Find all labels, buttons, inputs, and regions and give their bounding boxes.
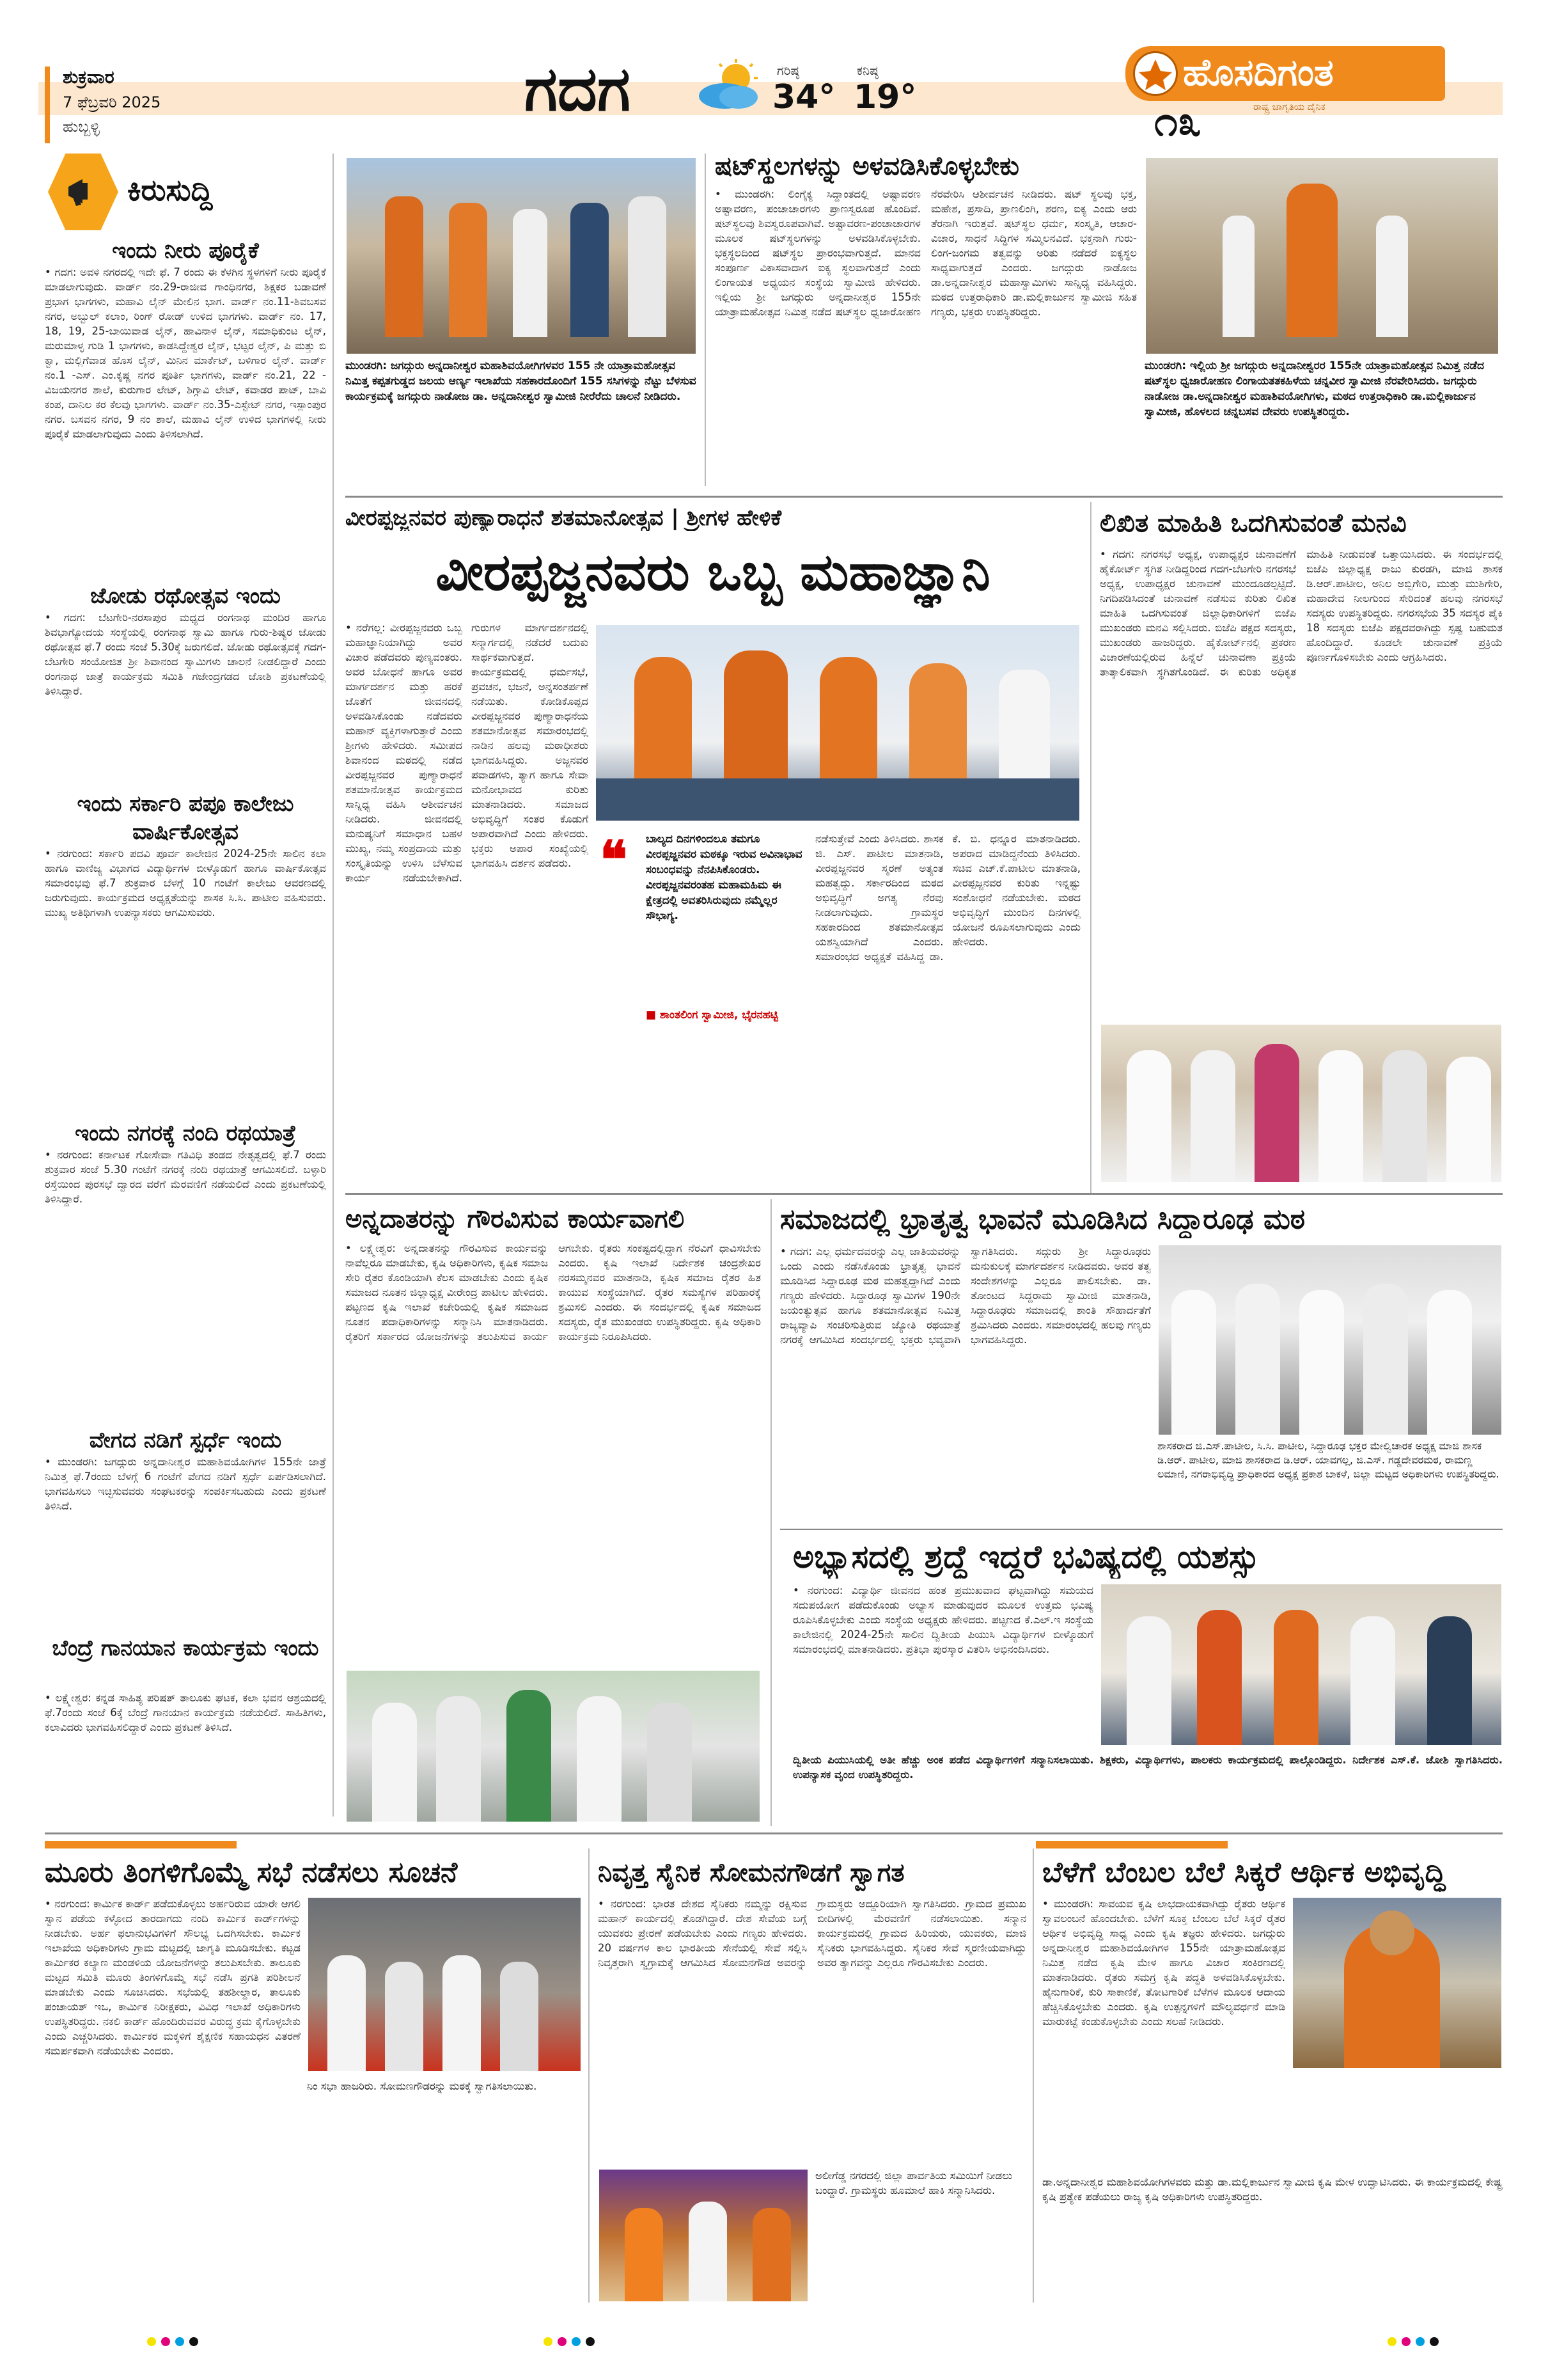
registration-mark-icon [189,2337,198,2346]
masthead-section: ಗದಗ [524,53,630,125]
registration-mark-icon [586,2337,595,2346]
figure [1350,1616,1395,1746]
figure [689,2202,727,2303]
story3-kicker: ವೀರಪ್ಪಜ್ಜನವರ ಪುಣ್ಯಾರಾಧನೆ ಶತಮಾನೋತ್ಸವ | ಶ್ರೀಗಳ ಹೇಳಿಕೆ [345,505,782,531]
min-temp-label: ಕನಿಷ್ಠ [857,63,879,78]
figure [1427,1290,1472,1436]
brief-body: • ಮುಂಡರಗಿ: ಜಗದ್ಗುರು ಅನ್ನದಾನೀಶ್ವರ ಮಹಾಶಿವಯೋಗಿಗಳ 155ನೇ ಜಾತ್ರೆ ನಿಮಿತ್ತ ಫೆ.7ರಂದು ಬೆಳಗ್ಗೆ 6 ಗಂಟೆಗೆ ವೇಗದ ನಡಿಗೆ ಸ್ಪರ್ಧೆ ಏರ್ಪಡಿಸಲಾಗಿದೆ. ಭಾಗವಹಿಸಲು ಇಚ್ಛಿಸುವವರು ಸಂಘಟಕರನ್ನು ಸಂಪರ್ಕಿಸಬಹುದು ಎಂದು ಪ್ರಕಟಣೆ ತಿಳಿಸಿದೆ. [45,1456,326,1512]
story6-photo [1157,1244,1503,1436]
table [596,778,1081,822]
story10-body: • ಮುಂಡರಗಿ: ಸಾವಯವ ಕೃಷಿ ಲಾಭದಾಯಕವಾಗಿದ್ದು ರೈತರು ಆರ್ಥಿಕ ಸ್ವಾವಲಂಬನೆ ಹೊಂದಬೇಕು. ಬೆಳೆಗೆ ಸೂಕ್ತ ಬೆಂಬಲ ಬೆಲೆ ಸಿಕ್ಕರೆ ರೈತರ ಆರ್ಥಿಕ ಅಭಿವೃದ್ಧಿ ಸಾಧ್ಯ ಎಂದು ಕೃಷಿ ತಜ್ಞರು ಹೇಳಿದರು. ಜಗದ್ಗುರು ಅನ್ನದಾನೀಶ್ವರ ಮಹಾಶಿವಯೋಗಿಗಳ 155ನೇ ಯಾತ್ರಾಮಹೋತ್ಸವ ನಿಮಿತ್ತ ನಡೆದ ಕೃಷಿ ಮೇಳ ಹಾಗೂ ವಿಚಾರ ಸಂಕಿರಣದಲ್ಲಿ ಮಾತನಾಡಿದರು. ರೈತರು ಸಮಗ್ರ ಕೃಷಿ ಪದ್ಧತಿ ಅಳವಡಿಸಿಕೊಳ್ಳಬೇಕು. ಹೈನುಗಾರಿಕೆ, ಕುರಿ ಸಾಕಾಣಿಕೆ, ತೋಟಗಾರಿಕೆ ಬೆಳೆಗಳ ಮೂಲಕ ಆದಾಯ ಹೆಚ್ಚಿಸಿಕೊಳ್ಳಬೇಕು ಎಂದರು. ಕೃಷಿ ಉತ್ಪನ್ನಗಳಿಗೆ ಮೌಲ್ಯವರ್ಧನೆ ಮಾಡಿ ಮಾರುಕಟ್ಟೆ ಕಂಡುಕೊಳ್ಳಬೇಕು ಎಂದು ಸಲಹೆ ನೀಡಿದರು. [1042,1898,1285,2028]
story3-body2: ನಡೆಸುತ್ತೇವೆ ಎಂದು ತಿಳಿಸಿದರು. ಶಾಸಕ ಜಿ. ಎಸ್. ಪಾಟೀಲ ಮಾತನಾಡಿ, ವೀರಪ್ಪಜ್ಜನವರ ಸ್ಮರಣೆ ಅತ್ಯಂತ ಮಹತ್ವದ್ದು. ಸರ್ಕಾರದಿಂದ ಮಠದ ಅಭಿವೃದ್ಧಿಗೆ ಅಗತ್ಯ ನೆರವು ನೀಡಲಾಗುವುದು. ಗ್ರಾಮಸ್ಥರ ಸಹಕಾರದಿಂದ ಶತಮಾನೋತ್ಸವ ಯಶಸ್ವಿಯಾಗಿದೆ ಎಂದರು. ಸಮಾರಂಭದ ಅಧ್ಯಕ್ಷತೆ ವಹಿಸಿದ್ದ ಡಾ. ಕೆ. ಬಿ. ಧನ್ನೂರ ಮಾತನಾಡಿದರು. ಅಪರಾದ ಮಾಡಿದ್ದನೆಂದು ತಿಳಿಸಿದರು. ಸಚಿವ ಎಚ್.ಕೆ.ಪಾಟೀಲ ಮಾತನಾಡಿ, ವೀರಪ್ಪಜ್ಜನವರ ಕುರಿತು ಇನ್ನಷ್ಟು ಸಂಶೋಧನೆ ನಡೆಯಬೇಕು. ಮಠದ ಅಭಿವೃದ್ಧಿಗೆ ಮುಂದಿನ ದಿನಗಳಲ್ಲಿ ಯೋಜನೆ ರೂಪಿಸಲಾಗುವುದು ಎಂದು ಹೇಳಿದರು. [815,833,1081,963]
story8-photo [307,1896,582,2072]
figure [385,1962,423,2072]
story1-caption: ಮುಂಡರಗಿ: ಜಗದ್ಗುರು ಅನ್ನದಾನೀಶ್ವರ ಮಹಾಶಿವಯೋಗಿಗಳವರ 155 ನೇ ಯಾತ್ರಾಮಹೋತ್ಸವ ನಿಮಿತ್ತ ಕಪ್ಪತಗುಡ್ಡದ ಜಲಯ ಆರ್ಣ್ಯ ಇಲಾಖೆಯ ಸಹಕಾರದೊಂದಿಗೆ 155 ಸಸಿಗಳನ್ನು ನೆಟ್ಟು ಬೆಳಸುವ ಕಾರ್ಯಕ್ರಮಕ್ಕೆ ಜಗದ್ಗುರು ನಾಡೋಜ ಡಾ. ಅನ್ನದಾನೀಶ್ವರ ಸ್ವಾಮೀಜಿ ನೀರೆರೆದು ಚಾಲನೆ ನೀಡಿದರು. [345,359,696,403]
story6-caption: ಶಾಸಕರಾದ ಜಿ.ಎಸ್.ಪಾಟೀಲ, ಸಿ.ಸಿ. ಪಾಟೀಲ, ಸಿದ್ದಾರೂಢ ಭಕ್ತರ ಮೇಲ್ವಿಚಾರಕ ಅಧ್ಯಕ್ಷ ಮಾಜಿ ಶಾಸಕ ಡಿ.ಆರ್. ಪಾಟೀಲ, ಮಾಜಿ ಶಾಸಕರಾದ ಡಿ.ಆರ್. ಯಾವಗಲ್ಲ, ಜಿ.ಎಸ್. ಗಡ್ಡದೇವರಮಠ, ರಾಮಣ್ಣ ಲಮಾಣಿ, ನಗರಾಭಿವೃದ್ಧಿ ಪ್ರಾಧಿಕಾರದ ಅಧ್ಯಕ್ಷ ಪ್ರಕಾಶ ಬಾಕಳೆ, ಜಿಲ್ಲಾ ಮಟ್ಟದ ಅಧಿಕಾರಿಗಳು ಉಪಸ್ಥಿತರಿದ್ದರು. [1157,1440,1499,1480]
brief-body: • ಗದಗ: ಅವಳಿ ನಗರದಲ್ಲಿ ಇದೇ ಫೆ. 7 ರಂದು ಈ ಕೆಳಗಿನ ಸ್ಥಳಗಳಿಗೆ ನೀರು ಪೂರೈಕೆ ಮಾಡಲಾಗುವುದು. ವಾರ್ಡ್ ನಂ.29-ರಾಜೀವ ಗಾಂಧಿನಗರ, ಶಿಕ್ಷಕರ ಬಡಾವಣೆ ಪ್ರಭಾಗ ಭಾಗಗಳು, ಮಹಾವಿ ಲೈನ್ ಮೇಲಿನ ಭಾಗ. ವಾರ್ಡ್ ನಂ.11-ಶಿವಬಸವ ನಗರ, ಅಬ್ಬುಲ್ ಕಲಾಂ, ರಿಂಗ್ ರೋಡ್ ಉಳಿದ ಭಾಗಗಳು. ವಾರ್ಡ್ ನಂ. 17, 18, 19, 25-ಬಾಯಿವಾಡ ಲೈನ್, ಹಾವಿನಾಳ ಲೈನ್, ಸಮಾಧಿಕುಂಟ ಲೈನ್, ಮರುಮಾಳ್ಳ ಗುಡಿ 1 ಭಾಗಗಳು, ಕಾಡಸಿದ್ದೇಶ್ವರ ಲೈನ್, ಭಟ್ಟರ ಲೈನ್, ಪಿ ಮತ್ತು ಬಿ ಕ್ವಾ, ಮಲ್ಲಿಗೆವಾಡ ಹೊಸ ಲೈನ್, ಮಿನಿನ ಮಾರ್ಕೆಟ್, ಬಳಿಗಾರ ಲೈನ್. ವಾರ್ಡ್ ನಂ.1 -ಎಸ್. ಎಂ.ಕೃಷ್ಣ ನಗರ ಪೂರ್ತಿ ಭಾಗಗಳು, ವಾರ್ಡ್ ನಂ.21, 22 - ವಿಜಯನಗರ ಶಾಲೆ, ಕುರುಗಾರ ಲೇಟ್, ಶಿಗ್ಗಾವಿ ಲೇಟ್, ಕವಾಡರ ಪಾಟ್, ಬಾವಿ ಕಂಪ, ದಾನಿಲ ಕರ ಕೆಲವು ಭಾಗಗಳು. ವಾರ್ಡ್ ನಂ.35-ಎಸ್ಟೇಟ್ ನಗರ, ಇಸ್ಲಾಂಪುರ ನಗರ. ಬಸವನ ನಗರ, 9 ನಂ ಶಾಲೆ, ಮಹಾವಿ ಲೈನ್ ಉಳಿದ ಭಾಗಗಳಲ್ಲಿ ನೀರು ಪೂರೈಕೆ ಮಾಡಲಾಗುವುದು ಎಂದು ತಿಳಿಸಲಾಗಿದೆ. [45,266,326,440]
figure [647,1703,692,1823]
brief-body: • ಗದಗ: ಬೆಟಗೇರಿ-ನರಸಾಪುರ ಮಧ್ಯದ ರಂಗನಾಥ ಮಂದಿರ ಹಾಗೂ ಶಿವಭಾಗ್ಯೋದಯ ಸಂಸ್ಥೆಯಲ್ಲಿ ರಂಗನಾಥ ಸ್ವಾಮಿ ಹಾಗೂ ಗುರು-ಶಿಷ್ಯರ ಜೋಡು ರಥೋತ್ಸವ ಫೆ.7 ರಂದು ಸಂಜೆ 5.30ಕ್ಕೆ ಜರುಗಲಿದೆ. ಜೋಡು ರಥೋತ್ಸವಕ್ಕೆ ಗದಗ-ಬೆಟಗೇರಿ ಸಂಯೋಜಿತ ಶ್ರೀ ಶಿವಾನಂದ ಸ್ವಾಮಿಗಳು ಚಾಲನೆ ನೀಡಲಿದ್ದಾರೆ ಎಂದು ರಂಗನಾಥ ಜಾತ್ರೆ ಕಾರ್ಯಕ್ರಮ ಸಮಿತಿ ಗಜೇಂದ್ರಗಡದ ಜೋಶಿ ಪ್ರಕಟಣೆಯಲ್ಲಿ ತಿಳಿಸಿದ್ದಾರೆ. [45,611,326,697]
story7-headline: ಅಭ್ಯಾಸದಲ್ಲಿ ಶ್ರದ್ಧೆ ಇದ್ದರೆ ಭವಿಷ್ಯದಲ್ಲಿ ಯಶಸ್ಸು [793,1538,1260,1575]
story2-photo [1145,157,1499,355]
story2-body: • ಮುಂಡರಗಿ: ಲಿಂಗೈಕ್ಯ ಸಿದ್ದಾಂತದಲ್ಲಿ ಅಷ್ಟಾವರಣ ಅಷ್ಟಾವರಣ, ಪಂಚಾಚಾರಗಳು ಪ್ರಾಣಸ್ವರೂಪ ಹೊಂದಿವೆ. ಷಟ್‌ಸ್ಥಲವು ಶಿವಸ್ವರೂಪವಾಗಿವೆ. ಅಷ್ಟಾವರಣ-ಪಂಚಾಚಾರಗಳ ಮೂಲಕ ಷಟ್‌ಸ್ಥಲಗಳನ್ನು ಅಳವಡಿಸಿಕೊಳ್ಳಬೇಕು. ಭಕ್ತಸ್ಥಲದಿಂದ ಷಟ್‌ಸ್ಥಲ ಪ್ರಾರಂಭವಾಗುತ್ತದೆ. ಮಾನವ ಸಂಪೂರ್ಣ ವಿಕಾಸವಾದಾಗ ಐಕ್ಯ ಸ್ಥಲವಾಗುತ್ತದೆ ಎಂದು ಲಿಂಗಾಯತ ಅಧ್ಯಯನ ಸಂಸ್ಥೆಯ ಸ್ವಾಮೀಜಿ ಹೇಳಿದರು. ಇಲ್ಲಿಯ ಶ್ರೀ ಜಗದ್ಗುರು ಅನ್ನದಾನೀಶ್ವರ 155ನೇ ಯಾತ್ರಾಮಹೋತ್ಸವ ನಿಮಿತ್ತ ನಡೆದ ಷಟ್‌ಸ್ಥಲ ಧ್ವಜಾರೋಹಣ ನೆರವೇರಿಸಿ ಆಶೀರ್ವಚನ ನೀಡಿದರು. ಷಟ್ ಸ್ಥಲವು ಭಕ್ತ, ಮಹೇಶ, ಪ್ರಸಾದಿ, ಪ್ರಾಣಲಿಂಗಿ, ಶರಣ, ಐಕ್ಯ ಎಂದು ಆರು ತೆರನಾಗಿ ಇರುತ್ತವೆ. ಷಟ್‌ಸ್ಥಲ ಧರ್ಮ, ಸಂಸ್ಕೃತಿ, ಆಚಾರ-ವಿಚಾರ, ಸಾಧನೆ ಸಿದ್ಧಿಗಳ ಸಮ್ಮಿಲನವಿದೆ. ಭಕ್ತನಾಗಿ ಗುರು-ಲಿಂಗ-ಜಂಗಮ ತತ್ವವನ್ನು ಅರಿತು ನಡೆದರೆ ಐಕ್ಯಸ್ಥಲ ಸಾಧ್ಯವಾಗುತ್ತದೆ ಎಂದರು. ಜಗದ್ಗುರು ನಾಡೋಜ ಡಾ.ಅನ್ನದಾನೀಶ್ವರ ಮಹಾಸ್ವಾಮಿಗಳು ಸಾನ್ನಿಧ್ಯ ವಹಿಸಿದ್ದರು. ಮಠದ ಉತ್ತರಾಧಿಕಾರಿ ಡಾ.ಮಲ್ಲಿಕಾರ್ಜುನ ಸ್ವಾಮೀಜಿ ಸಹಿತ ಗಣ್ಯರು, ಭಕ್ತರು ಉಪಸ್ಥಿತರಿದ್ದರು. [715,188,1137,318]
figure [372,1703,417,1823]
brief-item [45,790,326,1115]
figure [500,1962,538,2072]
registration-mark-icon [161,2337,170,2346]
figure [1255,1044,1299,1183]
max-temp-label: ಗರಿಷ್ಠ [777,63,799,78]
story4-photo [1100,1023,1503,1183]
figure [442,1955,481,2072]
divider [345,496,1503,498]
figure [385,196,423,337]
story8-accent-bar [45,1841,237,1848]
story3-quote-by: ■ ಶಾಂತಲಿಂಗ ಸ್ವಾಮೀಜಿ, ಭೈರನಹಟ್ಟಿ [646,1009,778,1021]
brief-body: • ನರಗುಂದ: ಸರ್ಕಾರಿ ಪದವಿ ಪೂರ್ವ ಕಾಲೇಜಿನ 2024-25ನೇ ಸಾಲಿನ ಕಲಾ ಹಾಗೂ ವಾಣಿಜ್ಯ ವಿಭಾಗದ ವಿದ್ಯಾರ್ಥಿಗಳ ಬೀಳ್ಕೊಡುಗೆ ಹಾಗೂ ವಾರ್ಷಿಕೋತ್ಸವ ಸಮಾರಂಭವು ಫೆ.7 ಶುಕ್ರವಾರ ಬೆಳಗ್ಗೆ 10 ಗಂಟೆಗೆ ಕಾಲೇಜು ಆವರಣದಲ್ಲಿ ಜರುಗುವುದು. ಕಾರ್ಯಕ್ರಮದ ಅಧ್ಯಕ್ಷತೆಯನ್ನು ಶಾಸಕ ಸಿ.ಸಿ. ಪಾಟೀಲ ವಹಿಸುವರು. ಮುಖ್ಯ ಅತಿಥಿಗಳಾಗಿ ಉಪನ್ಯಾಸಕರು ಆಗಮಿಸುವರು. [45,847,326,918]
figure [909,663,967,791]
registration-mark-icon [1388,2337,1396,2346]
figure [1171,1290,1216,1436]
figure [1274,1610,1318,1746]
figure [628,196,666,337]
paper-name: ಹೊಸದಿಗಂತ [1183,51,1334,94]
figure [1382,1050,1427,1183]
briefs-badge [48,154,317,230]
story8-headline: ಮೂರು ತಿಂಗಳಿಗೊಮ್ಮೆ ಸಭೆ ನಡೆಸಲು ಸೂಚನೆ [45,1856,458,1889]
figure [1318,1050,1363,1183]
figure [570,203,609,337]
figure [327,1955,366,2072]
story2-caption: ಮುಂಡರಗಿ: ಇಲ್ಲಿಯ ಶ್ರೀ ಜಗದ್ಗುರು ಅನ್ನದಾನೀಶ್ವರರ 155ನೇ ಯಾತ್ರಾಮಹೋತ್ಸವ ನಿಮಿತ್ತ ನಡೆದ ಷಟ್‌ಸ್ಥಲ ಧ್ವಜಾರೋಹಣ ಲಿಂಗಾಯತತಕಹಿಳೆಯ ಚನ್ನವೀರ ಸ್ವಾಮೀಜಿ ನೆರವೇರಿಸಿದರು. ಜಗದ್ಗುರು ನಾಡೋಜ ಡಾ.ಅನ್ನದಾನೀಶ್ವರ ಮಹಾಶಿವಯೋಗಿಗಳು, ಮಠದ ಉತ್ತರಾಧಿಕಾರಿ ಡಾ.ಮಲ್ಲಿಕಾರ್ಜುನ ಸ್ವಾಮೀಜಿ, ಹೊಳಲದ ಚನ್ನಬಸವ ದೇವರು ಉಪಸ್ಥಿತರಿದ್ದರು. [1145,359,1484,418]
registration-marks-left [147,2336,211,2349]
figure [577,1696,622,1823]
story1-photo [345,157,697,355]
story9-headline: ನಿವೃತ್ತ ಸೈನಿಕ ಸೋಮನಗೌಡಗೆ ಸ್ವಾಗತ [598,1858,905,1887]
quote-mark-icon: ❝ [600,830,628,890]
divider [1033,1848,1034,2303]
figure [506,1690,551,1823]
story3-headline: ವೀರಪ್ಪಜ್ಜನವರು ಒಬ್ಬ ಮಹಾಜ್ಞಾನಿ [435,542,990,602]
divider [332,154,334,1817]
figure [513,209,547,337]
story9-caption: ಅಲೀಗೆಡ್ಡ ನಗರದಲ್ಲಿ ಜಿಲ್ಲಾ ಪಾರ್ವತಿಯ ಸಮಿಯಿಗೆ ನೀಡಲು ಬಂದ್ದಾರೆ. ಗ್ರಾಮಸ್ಥರು ಹೂಮಾಲೆ ಹಾಕಿ ಸನ್ಮಾನಿಸಿದರು. [815,2170,1013,2196]
figure [1446,1057,1491,1183]
story8-caption: ನಿಂ ಸಭಾ ಹಾಜರಿರು. ಸೋಮಣಗೌಡರನ್ನು ಮಠಕ್ಕೆ ಸ್ವಾಗತಿಸಲಾಯಿತು. [307,2080,537,2092]
briefs-badge-label: ಕಿರುಸುದ್ದಿ [127,173,213,207]
divider [45,1832,1503,1834]
story7-photo [1100,1583,1503,1746]
story6-body: • ಗದಗ: ಎಲ್ಲ ಧರ್ಮದವರನ್ನು ಎಲ್ಲ ಜಾತಿಯವರನ್ನು ಒಂದು ಎಂದು ನಡೆಸಿಕೊಂಡು ಭ್ರಾತೃತ್ವ ಭಾವನೆ ಮೂಡಿಸಿದ ಸಿದ್ದಾರೂಢ ಮಠ ಮಹತ್ವದ್ದಾಗಿದೆ ಎಂದು ಗಣ್ಯರು ಹೇಳಿದರು. ಸಿದ್ದಾರೂಢ ಸ್ವಾಮಿಗಳ 190ನೇ ಜಯಂತ್ಯುತ್ಸವ ಹಾಗೂ ಶತಮಾನೋತ್ಸವ ನಿಮಿತ್ತ ರಾಜ್ಯವ್ಯಾಪಿ ಸಂಚರಿಸುತ್ತಿರುವ ಜ್ಯೋತಿ ರಥಯಾತ್ರೆ ನಗರಕ್ಕೆ ಆಗಮಿಸಿದ ಸಂದರ್ಭದಲ್ಲಿ ಭಕ್ತರು ಭವ್ಯವಾಗಿ ಸ್ವಾಗತಿಸಿದರು. ಸದ್ಗುರು ಶ್ರೀ ಸಿದ್ದಾರೂಢರು ಮನುಕುಲಕ್ಕೆ ಮಾರ್ಗದರ್ಶನ ನೀಡಿದವರು. ಅವರ ತತ್ವ ಸಂದೇಶಗಳನ್ನು ಎಲ್ಲರೂ ಪಾಲಿಸಬೇಕು. ಡಾ. ತೋಂಟದ ಸಿದ್ದರಾಮ ಸ್ವಾಮೀಜಿ ಮಾತನಾಡಿ, ಸಿದ್ದಾರೂಢರು ಸಮಾಜದಲ್ಲಿ ಶಾಂತಿ ಸೌಹಾರ್ದತೆಗೆ ಶ್ರಮಿಸಿದರು ಎಂದರು. ಸಮಾರಂಭದಲ್ಲಿ ಹಲವು ಗಣ್ಯರು ಭಾಗವಹಿಸಿದ್ದರು. [780,1245,1151,1346]
figure [1191,1050,1235,1183]
story3-body: • ನರೆಗಲ್ಲ: ವೀರಪ್ಪಜ್ಜನವರು ಒಬ್ಬ ಮಹಾಜ್ಞಾನಿಯಾಗಿದ್ದು ಅವರ ವಿಚಾರ ಪಡೆದವರು ಪುಣ್ಯವಂತರು. ಅವರ ಬೋಧನೆ ಹಾಗೂ ಅವರ ಮಾರ್ಗದರ್ಶನ ಮತ್ತು ಹರಕೆ ಜೊತೆಗೆ ಜೀವನದಲ್ಲಿ ಅಳವಡಿಸಿಕೊಂಡು ನಡೆದವರು ಮಹಾನ್ ವ್ಯಕ್ತಿಗಳಾಗುತ್ತಾರೆ ಎಂದು ಶ್ರೀಗಳು ಹೇಳಿದರು. ಸಮೀಪದ ಶಿವಾನಂದ ಮಠದಲ್ಲಿ ನಡೆದ ವೀರಪ್ಪಜ್ಜನವರ ಪುಣ್ಯಾರಾಧನೆ ಶತಮಾನೋತ್ಸವ ಕಾರ್ಯಕ್ರಮದ ಸಾನ್ನಿಧ್ಯ ವಹಿಸಿ ಆಶೀರ್ವಚನ ನೀಡಿದರು. ಜೀವನದಲ್ಲಿ ಮನುಷ್ಯನಿಗೆ ಸಮಾಧಾನ ಬಹಳ ಮುಖ್ಯ, ನಮ್ಮ ಸಂಪ್ರದಾಯ ಮತ್ತು ಸಂಸ್ಕೃತಿಯನ್ನು ಉಳಿಸಿ ಬೆಳೆಸುವ ಕಾರ್ಯ ನಡೆಯಬೇಕಾಗಿದೆ. ಗುರುಗಳ ಮಾರ್ಗದರ್ಶನದಲ್ಲಿ ಸನ್ಮಾರ್ಗದಲ್ಲಿ ನಡೆದರೆ ಬದುಕು ಸಾರ್ಥಕವಾಗುತ್ತದೆ. ಕಾರ್ಯಕ್ರಮದಲ್ಲಿ ಧರ್ಮಸಭೆ, ಪ್ರವಚನ, ಭಜನೆ, ಅನ್ನಸಂತರ್ಪಣೆ ನಡೆಯಿತು. ಕೋಡಿಕೊಪ್ಪದ ವೀರಪ್ಪಜ್ಜನವರ ಪುಣ್ಯಾರಾಧನೆಯ ಶತಮಾನೋತ್ಸವ ಸಮಾರಂಭದಲ್ಲಿ ನಾಡಿನ ಹಲವು ಮಠಾಧೀಶರು ಭಾಗವಹಿಸಿದ್ದರು. ಅಜ್ಜನವರ ಪವಾಡಗಳು, ತ್ಯಾಗ ಹಾಗೂ ಸೇವಾ ಮನೋಭಾವದ ಕುರಿತು ಮಾತನಾಡಿದರು. ಸಮಾಜದ ಅಭಿವೃದ್ಧಿಗೆ ಸಂತರ ಕೊಡುಗೆ ಅಪಾರವಾಗಿದೆ ಎಂದು ಹೇಳಿದರು. ಭಕ್ತರು ಅಪಾರ ಸಂಖ್ಯೆಯಲ್ಲಿ ಭಾಗವಹಿಸಿ ದರ್ಶನ ಪಡೆದರು. [345,622,588,884]
figure [634,657,692,791]
figure [1235,1284,1280,1436]
brief-title: ವೇಗದ ನಡಿಗೆ ಸ್ಪರ್ಧೆ ಇಂದು [89,1428,282,1453]
brief-body: • ಲಕ್ಷ್ಮೇಶ್ವರ: ಕನ್ನಡ ಸಾಹಿತ್ಯ ಪರಿಷತ್ ತಾಲೂಕು ಘಟಕ, ಕಲಾ ಭವನ ಆಶ್ರಯದಲ್ಲಿ ಫೆ.7ರಂದು ಸಂಜೆ 6ಕ್ಕೆ ಬೆಂದ್ರೆ ಗಾನಯಾನ ಕಾರ್ಯಕ್ರಮ ನಡೆಯಲಿದೆ. ಸಾಹಿತಿಗಳು, ಕಲಾವಿದರು ಭಾಗವಹಿಸಲಿದ್ದಾರೆ ಎಂದು ಪ್ರಕಟಣೆ ತಿಳಿಸಿದೆ. [45,1692,326,1733]
figure [999,670,1050,791]
masthead-city: ಹುಬ್ಬಳ್ಳಿ [63,118,100,136]
divider [770,1199,772,1826]
registration-mark-icon [1416,2337,1425,2346]
story5-headline: ಅನ್ನದಾತರನ್ನು ಗೌರವಿಸುವ ಕಾರ್ಯವಾಗಲಿ [345,1204,685,1234]
registration-mark-icon [1402,2337,1411,2346]
figure [1370,1911,1414,1955]
figure [1197,1610,1242,1746]
brief-title: ಇಂದು ಸರ್ಕಾರಿ ಪಪೂ ಕಾಲೇಜು ವಾರ್ಷಿಕೋತ್ಸವ [77,791,294,845]
brief-title: ಜೋಡು ರಥೋತ್ಸವ ಇಂದು [90,583,281,609]
divider [588,1848,590,2303]
story4-body: • ಗದಗ: ನಗರಸಭೆ ಅಧ್ಯಕ್ಷ, ಉಪಾಧ್ಯಕ್ಷರ ಚುನಾವಣೆಗೆ ಹೈಕೋರ್ಟ್ ಸ್ಥಗಿತ ನೀಡಿದ್ದರಿಂದ ಗದಗ-ಬೆಟಗೇರಿ ನಗರಸಭೆ ಅಧ್ಯಕ್ಷ, ಉಪಾಧ್ಯಕ್ಷರ ಚುನಾವಣೆ ಮುಂದೂಡಲ್ಪಟ್ಟಿದೆ. ನಿಗದಿಪಡಿಸಿದಂತೆ ಚುನಾವಣೆ ನಡೆಸುವ ಕುರಿತು ಲಿಖಿತ ಮಾಹಿತಿ ಒದಗಿಸುವಂತೆ ಜಿಲ್ಲಾಧಿಕಾರಿಗಳಿಗೆ ಬಿಜೆಪಿ ಮುಖಂಡರು ಮನವಿ ಸಲ್ಲಿಸಿದರು. ಬಿಜೆಪಿ ಪಕ್ಷದ ಸದಸ್ಯರು, ಮುಖಂಡರು ಹಾಜರಿದ್ದರು. ಹೈಕೋರ್ಟ್‌ನಲ್ಲಿ ಪ್ರಕರಣ ವಿಚಾರಣೆಯಲ್ಲಿರುವ ಹಿನ್ನೆಲೆ ಚುನಾವಣಾ ಪ್ರಕ್ರಿಯೆ ತಾತ್ಕಾಲಿಕವಾಗಿ ಸ್ಥಗಿತಗೊಂಡಿದೆ. ಈ ಕುರಿತು ಅಧಿಕೃತ ಮಾಹಿತಿ ನೀಡುವಂತೆ ಒತ್ತಾಯಿಸಿದರು. ಈ ಸಂದರ್ಭದಲ್ಲಿ ಬಿಜೆಪಿ ಜಿಲ್ಲಾಧ್ಯಕ್ಷ ರಾಜು ಕುರಡಗಿ, ಮಾಜಿ ಶಾಸಕ ಡಿ.ಆರ್.ಪಾಟೀಲ, ಅನಿಲ ಅಬ್ಬಿಗೇರಿ, ಮುತ್ತು ಮುಶಿಗೇರಿ, ಮಹಾದೇವ ನೀಲಗುಂದ ಸೇರಿದಂತೆ ಹಲವು ನಗರಸಭೆ ಸದಸ್ಯರು ಉಪಸ್ಥಿತರಿದ್ದರು. ನಗರಸಭೆಯ 35 ಸದಸ್ಯರ ಪೈಕಿ 18 ಸದಸ್ಯರು ಬಿಜೆಪಿ ಪಕ್ಷದವರಾಗಿದ್ದು ಸ್ಪಷ್ಟ ಬಹುಮತ ಹೊಂದಿದ್ದಾರೆ. ಕೂಡಲೇ ಚುನಾವಣೆ ಪ್ರಕ್ರಿಯೆ ಪೂರ್ಣಗೊಳಿಸಬೇಕು ಎಂದು ಆಗ್ರಹಿಸಿದರು. [1100,548,1503,678]
story10-accent-bar [1036,1841,1228,1848]
figure [1287,184,1338,337]
registration-mark-icon [1430,2337,1439,2346]
max-temp: 34° [772,78,836,116]
brief-body: • ನರಗುಂದ: ಕರ್ನಾಟಕ ಗೋಸೇವಾ ಗತಿವಿಧಿ ತಂಡದ ನೇತೃತ್ವದಲ್ಲಿ ಫೆ.7 ರಂದು ಶುಕ್ರವಾರ ಸಂಜೆ 5.30 ಗಂಟೆಗೆ ನಗರಕ್ಕೆ ನಂದಿ ರಥಯಾತ್ರೆ ಆಗಮಿಸಲಿದೆ. ಬಳ್ಳಾರಿ ರಸ್ತೆಯಿಂದ ಪುರಸಭೆ ದ್ವಾರದ ವರೆಗೆ ಮೆರವಣಿಗೆ ನಡೆಯಲಿದೆ ಎಂದು ಪ್ರಕಟಣೆಯಲ್ಲಿ ತಿಳಿಸಿದ್ದಾರೆ. [45,1149,326,1205]
figure [625,2208,663,2303]
figure [724,650,788,791]
masthead-left-bar [45,67,50,143]
figure [1363,1284,1408,1436]
brief-title: ಬೆಂದ್ರೆ ಗಾನಯಾನ ಕಾರ್ಯಕ್ರಮ ಇಂದು [52,1635,319,1661]
registration-mark-icon [175,2337,184,2346]
story10-caption: ಡಾ.ಅನ್ನದಾನೀಶ್ವರ ಮಹಾಶಿವಯೋಗಿಗಳವರು ಮತ್ತು ಡಾ.ಮಲ್ಲಿಕಾರ್ಜುನ ಸ್ವಾಮೀಜಿ ಕೃಷಿ ಮೇಳ ಉದ್ಘಾಟಿಸಿದರು. ಈ ಕಾರ್ಯಕ್ರಮದಲ್ಲಿ ಕೇಷ್ಟ್ರ ಕೃಷಿ ಪ್ರತ್ಯೇಕ ಪಡೆಯಲು ರಾಜ್ಯ ಕೃಷಿ ಅಧಿಕಾರಿಗಳು ಉಪಸ್ಥಿತರಿದ್ದರು. [1042,2176,1503,2203]
registration-marks-center [544,2336,607,2349]
story7-body: • ನರಗುಂದ: ವಿದ್ಯಾರ್ಥಿ ಜೀವನದ ಹಂತ ಪ್ರಮುಖವಾದ ಘಟ್ಟವಾಗಿದ್ದು ಸಮಯದ ಸದುಪಯೋಗ ಪಡೆದುಕೊಂಡು ಅಭ್ಯಾಸ ಮಾಡುವುದರ ಮೂಲಕ ಉತ್ತಮ ಭವಿಷ್ಯ ರೂಪಿಸಿಕೊಳ್ಳಬೇಕು ಎಂದು ಸಂಸ್ಥೆಯ ಅಧ್ಯಕ್ಷರು ಹೇಳಿದರು. ಪಟ್ಟಣದ ಕೆ.ಎಲ್.ಇ ಸಂಸ್ಥೆಯ ಕಾಲೇಜಿನಲ್ಲಿ 2024-25ನೇ ಸಾಲಿನ ದ್ವಿತೀಯ ಪಿಯುಸಿ ವಿದ್ಯಾರ್ಥಿಗಳ ಬೀಳ್ಕೊಡುಗೆ ಸಮಾರಂಭದಲ್ಲಿ ಮಾತನಾಡಿದರು. ಪ್ರತಿಭಾ ಪುರಸ್ಕಾರ ವಿತರಿಸಿ ಅಭಿನಂದಿಸಿದರು. [793,1584,1093,1655]
brief-item [45,1119,326,1403]
registration-mark-icon [572,2337,581,2346]
paper-tagline: ರಾಷ್ಟ್ರ ಜಾಗೃತಿಯ ದೈನಿಕ [1253,101,1326,113]
figure [1127,1050,1171,1183]
figure [820,657,877,791]
registration-marks-right [1388,2336,1451,2349]
figure [1127,1616,1171,1746]
logo-emblem-icon [1133,51,1178,96]
figure [753,2208,791,2303]
figure [436,1696,481,1823]
story3-quote-box [595,831,806,1043]
figure [1427,1616,1472,1746]
min-temp: 19° [854,78,917,116]
divider [1090,502,1091,1193]
story8-body: • ನರಗುಂದ: ಕಾರ್ಮಿಕ ಕಾರ್ಡ್ ಪಡೆದುಕೊಳ್ಳಲು ಅರ್ಹರಿರುವ ಯಾರೇ ಆಗಲಿ ಸ್ವಾನ ಪಡೆಯ ಕಳ್ಳೋದ ತಾರದಾಗದು ನಂದಿ ಕಾರ್ಮಿಕ ಕಾರ್ಡ್‌ಗಳನ್ನು ನೀಡಬೇಕು. ಅರ್ಹ ಫಲಾನುಭವಿಗಳಿಗೆ ಸೌಲಭ್ಯ ಒದಗಿಸಬೇಕು. ಕಾರ್ಮಿಕ ಇಲಾಖೆಯ ಅಧಿಕಾರಿಗಳು ಗ್ರಾಮ ಮಟ್ಟದಲ್ಲಿ ಜಾಗೃತಿ ಮೂಡಿಸಬೇಕು. ಕಟ್ಟಡ ಕಾರ್ಮಿಕರ ಕಲ್ಯಾಣ ಮಂಡಳಿಯ ಯೋಜನೆಗಳನ್ನು ತಲುಪಿಸಬೇಕು. ತಾಲೂಕು ಮಟ್ಟದ ಸಮಿತಿ ಮೂರು ತಿಂಗಳಿಗೊಮ್ಮೆ ಸಭೆ ನಡೆಸಿ ಪ್ರಗತಿ ಪರಿಶೀಲನೆ ಮಾಡಬೇಕು ಎಂದು ಸೂಚಿಸಿದರು. ಸಭೆಯಲ್ಲಿ ತಹಶೀಲ್ದಾರ, ತಾಲೂಕು ಪಂಚಾಯತ್ ಇಒ, ಕಾರ್ಮಿಕ ನಿರೀಕ್ಷಕರು, ವಿವಿಧ ಇಲಾಖೆ ಅಧಿಕಾರಿಗಳು ಉಪಸ್ಥಿತರಿದ್ದರು. ನಕಲಿ ಕಾರ್ಡ್ ಹೊಂದಿರುವವರ ವಿರುದ್ಧ ಕ್ರಮ ಕೈಗೊಳ್ಳಬೇಕು ಎಂದು ಎಚ್ಚರಿಸಿದರು. ಕಾರ್ಮಿಕರ ಮಕ್ಕಳಿಗೆ ಶೈಕ್ಷಣಿಕ ಸಹಾಯಧನ ವಿತರಣೆ ಸಮರ್ಪಕವಾಗಿ ನಡೆಯಬೇಕು ಎಂದರು. [45,1898,301,2057]
divider [705,154,706,486]
registration-mark-icon [147,2337,156,2346]
story4-headline: ಲಿಖಿತ ಮಾಹಿತಿ ಒದಗಿಸುವಂತೆ ಮನವಿ [1100,508,1407,538]
registration-mark-icon [558,2337,567,2346]
brief-title: ಇಂದು ನೀರು ಪೂರೈಕೆ [112,238,259,264]
weather-icon [694,58,764,115]
story5-photo [345,1669,761,1823]
brief-item [45,1426,326,1627]
story3-quote: ಬಾಲ್ಯದ ದಿನಗಳಿಂದಲೂ ತಮಗೂ ವೀರಪ್ಪಜ್ಜನವರ ಮಠಕ್ಕೂ ಇರುವ ಅವಿನಾಭಾವ ಸಂಬಂಧವನ್ನು ನೆನಪಿಸಿಕೊಂಡರು. ವೀರಪ್ಪಜ್ಜನವರಂತಹ ಮಹಾಮಹಿಮ ಈ ಕ್ಷೇತ್ರದಲ್ಲಿ ಅವತರಿಸಿರುವುದು ನಮ್ಮೆಲ್ಲರ ಸೌಭಾಗ್ಯ. [646,833,802,922]
story10-headline: ಬೆಳೆಗೆ ಬೆಂಬಲ ಬೆಲೆ ಸಿಕ್ಕರೆ ಆರ್ಥಿಕ ಅಭಿವೃದ್ಧಿ [1042,1856,1446,1889]
masthead-day: ಶುಕ್ರವಾರ [63,67,114,88]
story9-body: • ನರಗುಂದ: ಭಾರತ ದೇಶದ ಸೈನಿಕರು ನಮ್ಮನ್ನು ರಕ್ಷಿಸುವ ಮಹಾನ್ ಕಾರ್ಯದಲ್ಲಿ ತೊಡಗಿದ್ದಾರೆ. ದೇಶ ಸೇವೆಯ ಬಗ್ಗೆ ಯುವಕರು ಪ್ರೇರಣೆ ಪಡೆಯಬೇಕು ಎಂದು ಗಣ್ಯರು ಹೇಳಿದರು. 20 ವರ್ಷಗಳ ಕಾಲ ಭಾರತೀಯ ಸೇನೆಯಲ್ಲಿ ಸೇವೆ ಸಲ್ಲಿಸಿ ನಿವೃತ್ತರಾಗಿ ಸ್ವಗ್ರಾಮಕ್ಕೆ ಆಗಮಿಸಿದ ಸೋಮನಗೌಡ ಅವರನ್ನು ಗ್ರಾಮಸ್ಥರು ಅದ್ದೂರಿಯಾಗಿ ಸ್ವಾಗತಿಸಿದರು. ಗ್ರಾಮದ ಪ್ರಮುಖ ಬೀದಿಗಳಲ್ಲಿ ಮೆರವಣಿಗೆ ನಡೆಸಲಾಯಿತು. ಸನ್ಮಾನ ಕಾರ್ಯಕ್ರಮದಲ್ಲಿ ಗ್ರಾಮದ ಹಿರಿಯರು, ಯುವಕರು, ಮಾಜಿ ಸೈನಿಕರು ಭಾಗವಹಿಸಿದ್ದರು. ಸೈನಿಕರ ಸೇವೆ ಸ್ಮರಣೀಯವಾಗಿದ್ದು ಅವರ ತ್ಯಾಗವನ್ನು ಎಲ್ಲರೂ ಗೌರವಿಸಬೇಕು ಎಂದರು. [598,1898,1026,1969]
figure [1299,1290,1344,1436]
story10-photo [1292,1896,1503,2069]
masthead-date: 7 ಫೆಬ್ರವರಿ 2025 [63,93,161,111]
story7-caption: ದ್ವಿತೀಯ ಪಿಯುಸಿಯಲ್ಲಿ ಅತೀ ಹೆಚ್ಚು ಅಂಕ ಪಡೆದ ವಿದ್ಯಾರ್ಥಿಗಳಿಗೆ ಸನ್ಮಾನಿಸಲಾಯಿತು. ಶಿಕ್ಷಕರು, ವಿದ್ಯಾರ್ಥಿಗಳು, ಪಾಲಕರು ಕಾರ್ಯಕ್ರಮದಲ್ಲಿ ಪಾಲ್ಗೊಂಡಿದ್ದರು. ನಿರ್ದೇಶಕ ಎಸ್.ಕೆ. ಜೋಶಿ ಸ್ವಾಗತಿಸಿದರು. ಉಪನ್ಯಾಸಕ ವೃಂದ ಉಪಸ್ಥಿತರಿದ್ದರು. [793,1754,1503,1781]
story3-photo [595,624,1081,822]
story5-body: • ಲಕ್ಷ್ಮೇಶ್ವರ: ಅನ್ನದಾತನನ್ನು ಗೌರವಿಸುವ ಕಾರ್ಯವನ್ನು ನಾವೆಲ್ಲರೂ ಮಾಡಬೇಕು, ಕೃಷಿ ಅಧಿಕಾರಿಗಳು, ಕೃಷಿಕ ಸಮಾಜ ಸೇರಿ ರೈತರ ಕೊಂಡಿಯಾಗಿ ಕೆಲಸ ಮಾಡಬೇಕು ಎಂದು ಕೃಷಿಕ ಸಮಾಜದ ನೂತನ ಜಿಲ್ಲಾಧ್ಯಕ್ಷ ವೀರೇಂದ್ರ ಪಾಟೀಲ ಹೇಳಿದರು. ಪಟ್ಟಣದ ಕೃಷಿ ಇಲಾಖೆ ಕಚೇರಿಯಲ್ಲಿ ಕೃಷಿಕ ಸಮಾಜದ ನೂತನ ಪದಾಧಿಕಾರಿಗಳನ್ನು ಸನ್ಮಾನಿಸಿ ಮಾತನಾಡಿದರು. ರೈತರಿಗೆ ಸರ್ಕಾರದ ಯೋಜನೆಗಳನ್ನು ತಲುಪಿಸುವ ಕಾರ್ಯ ಆಗಬೇಕು. ರೈತರು ಸಂಕಷ್ಟದಲ್ಲಿದ್ದಾಗ ನೆರವಿಗೆ ಧಾವಿಸಬೇಕು ಎಂದರು. ಕೃಷಿ ಇಲಾಖೆ ನಿರ್ದೇಶಕ ಚಂದ್ರಶೇಖರ ನರಸಮ್ಮನವರ ಮಾತನಾಡಿ, ಕೃಷಿಕ ಸಮಾಜ ರೈತರ ಹಿತ ಕಾಯುವ ಸಂಸ್ಥೆಯಾಗಿದೆ. ರೈತರ ಸಮಸ್ಯೆಗಳ ಪರಿಹಾರಕ್ಕೆ ಶ್ರಮಿಸಲಿ ಎಂದರು. ಈ ಸಂದರ್ಭದಲ್ಲಿ ಕೃಷಿಕ ಸಮಾಜದ ಸದಸ್ಯರು, ರೈತ ಮುಖಂಡರು ಉಪಸ್ಥಿತರಿದ್ದರು. ಕೃಷಿ ಅಧಿಕಾರಿ ಕಾರ್ಯಕ್ರಮ ನಿರೂಪಿಸಿದರು. [345,1242,761,1343]
story6-headline: ಸಮಾಜದಲ್ಲಿ ಭ್ರಾತೃತ್ವ ಭಾವನೆ ಮೂಡಿಸಿದ ಸಿದ್ದಾರೂಢ ಮಠ [780,1203,1306,1236]
brief-item [45,237,326,546]
brief-title: ಇಂದು ನಗರಕ್ಕೆ ನಂದಿ ರಥಯಾತ್ರೆ [75,1121,296,1146]
divider [780,1529,1503,1530]
figure [1223,216,1255,337]
figure [1376,216,1408,337]
story9-photo [598,2168,809,2303]
brief-item [45,582,326,775]
figure [449,203,487,337]
registration-mark-icon [544,2337,552,2346]
megaphone-icon [63,171,103,211]
page-number: ೧೩ [1154,97,1201,146]
story2-headline: ಷಟ್‌ಸ್ಥಲಗಳನ್ನು ಅಳವಡಿಸಿಕೊಳ್ಳಬೇಕು [715,152,1019,181]
divider [345,1193,1503,1195]
